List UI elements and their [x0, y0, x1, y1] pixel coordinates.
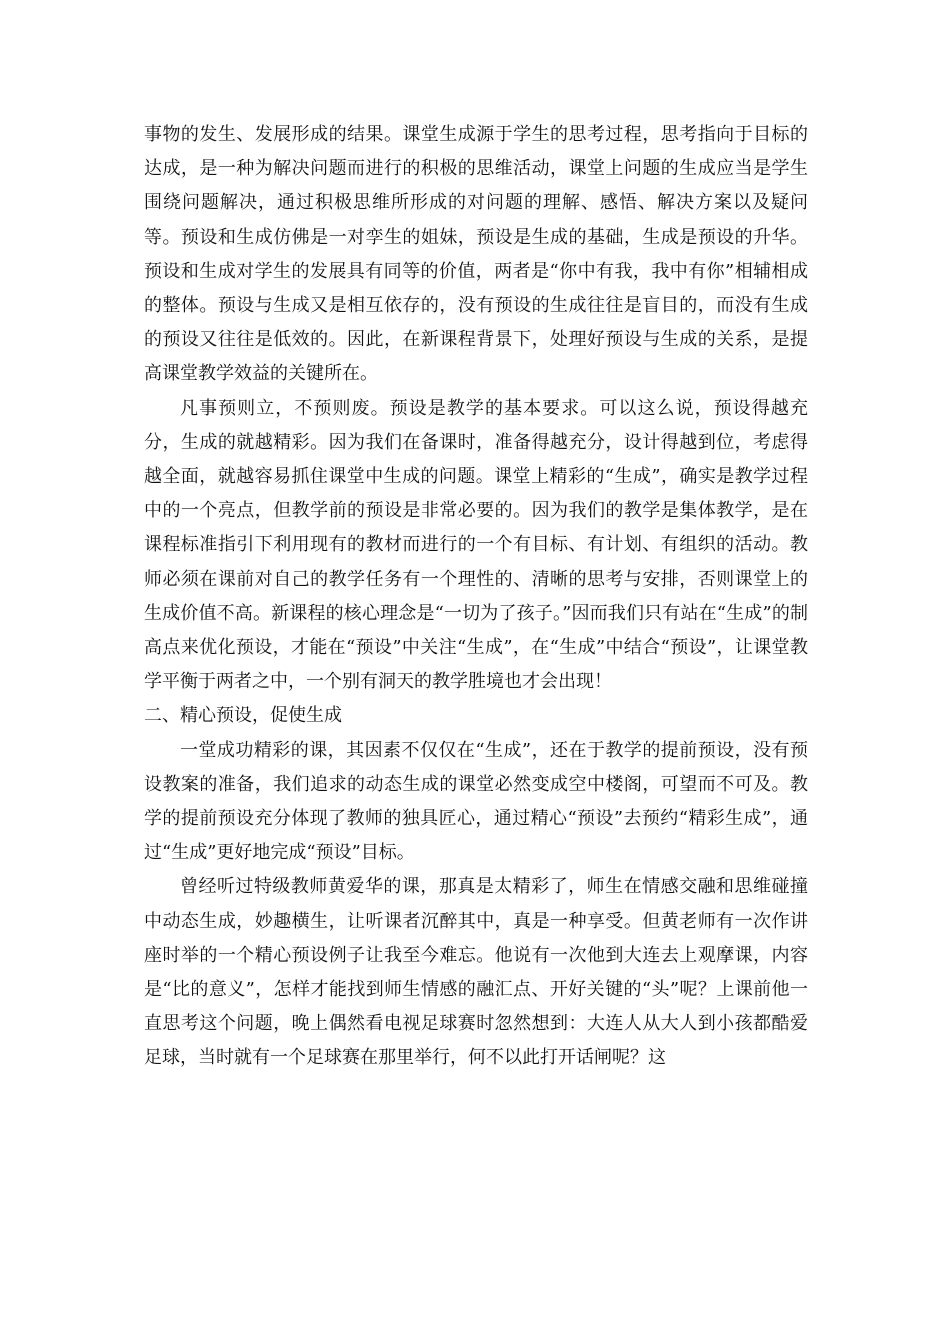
- paragraph-4: 曾经听过特级教师黄爱华的课，那真是太精彩了，师生在情感交融和思维碰撞中动态生成，妙趣横生，让听课者沉醉其中，真是一种享受。但黄老师有一次作讲座时举的一个精心预设例子让我至今难忘。他说有一次他到大连去上观摩课，内容是“比的意义”，怎样才能找到师生情感的融汇点、开好关键的“头”呢？上课前他一直思考这个问题，晚上偶然看电视足球赛时忽然想到：大连人从大人到小孩都酷爱足球，当时就有一个足球赛在那里举行，何不以此打开话闸呢？这: [144, 876, 808, 1069]
- section-heading: 二、精心预设，促使生成: [144, 705, 342, 727]
- paragraph-1: 事物的发生、发展形成的结果。课堂生成源于学生的思考过程，思考指向于目标的达成，是一种为解决问题而进行的积极的思维活动，课堂上问题的生成应当是学生围绕问题解决，通过积极思维所形成的对问题的理解、感悟、解决方案以及疑问等。预设和生成仿佛是一对孪生的姐妹，预设是生成的基础，生成是预设的升华。预设和生成对学生的发展具有同等的价值，两者是“你中有我，我中有你”相辅相成的整体。预设与生成又是相互依存的，没有预设的生成往往是盲目的，而没有生成的预设又往往是低效的。因此，在新课程背景下，处理好预设与生成的关系，是提高课堂教学效益的关键所在。: [144, 124, 808, 385]
- paragraph-3: 一堂成功精彩的课，其因素不仅仅在“生成”，还在于教学的提前预设，没有预设教案的准备，我们追求的动态生成的课堂必然变成空中楼阁，可望而不可及。教学的提前预设充分体现了教师的独具匠心，通过精心“预设”去预约“精彩生成”，通过“生成”更好地完成“预设”目标。: [144, 739, 808, 864]
- paragraph-2: 凡事预则立，不预则废。预设是教学的基本要求。可以这么说，预设得越充分，生成的就越精彩。因为我们在备课时，准备得越充分，设计得越到位，考虑得越全面，就越容易抓住课堂中生成的问题。课堂上精彩的“生成”，确实是教学过程中的一个亮点，但教学前的预设是非常必要的。因为我们的教学是集体教学，是在课程标准指引下利用现有的教材而进行的一个有目标、有计划、有组织的活动。教师必须在课前对自己的教学任务有一个理性的、清晰的思考与安排，否则课堂上的生成价值不高。新课程的核心理念是“一切为了孩子。”因而我们只有站在“生成”的制高点来优化预设，才能在“预设”中关注“生成”，在“生成”中结合“预设”，让课堂教学平衡于两者之中，一个别有洞天的教学胜境也才会出现！: [144, 397, 808, 693]
- document-body: [144, 118, 808, 1076]
